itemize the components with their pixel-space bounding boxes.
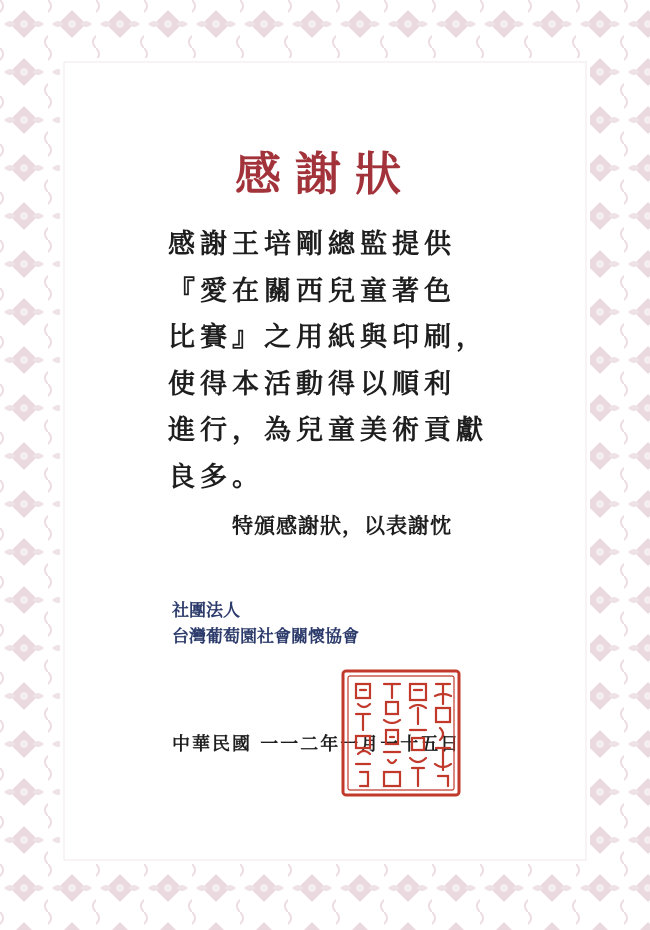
issue-date: 中華民國 一一二年一月一十五日	[172, 734, 461, 755]
closing-statement: 特頒感謝狀，以表謝忱	[232, 513, 452, 538]
organization-type: 社團法人	[172, 601, 240, 621]
certificate-body	[168, 222, 488, 501]
body-line: 比賽』之用紙與印刷，	[168, 322, 488, 353]
body-line: 使得本活動得以順利	[168, 368, 456, 400]
body-line: 『愛在關西兒童著色	[168, 275, 456, 307]
body-line: 良多。	[168, 461, 264, 493]
organization-name: 台灣葡萄園社會關懷協會	[172, 627, 359, 647]
certificate-title: 感謝狀	[235, 147, 415, 201]
official-seal-stamp	[340, 668, 462, 798]
body-line: 進行，為兒童美術貢獻	[168, 415, 488, 446]
body-line: 感謝王培剛總監提供	[168, 229, 456, 260]
